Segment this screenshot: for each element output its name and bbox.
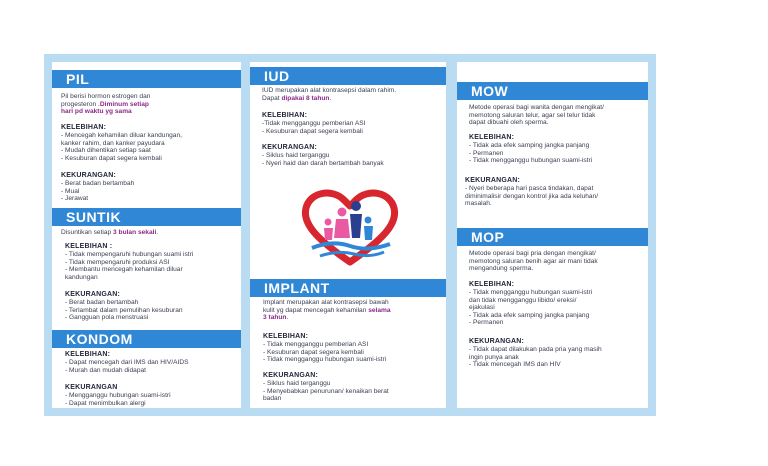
list-item: ingin punya anak bbox=[469, 353, 519, 361]
suntik-desc: Disuntikan setiap 3 bulan sekali. bbox=[61, 229, 159, 236]
family-heart-logo-icon bbox=[298, 184, 402, 270]
list-item: - Terlambat dalam pemulihan kesuburan bbox=[65, 306, 183, 314]
implant-header: IMPLANT bbox=[250, 279, 446, 297]
list-item: kanker rahim, dan kanker payudara bbox=[61, 139, 165, 147]
list-item: - Berat badan bertambah bbox=[61, 180, 135, 187]
list-item: - Tidak mengganggu hubungan suami-istri bbox=[263, 356, 387, 364]
list-item: - Tidak mencegah IMS dan HIV bbox=[469, 361, 561, 369]
mop-kekurangan-label: KEKURANGAN: bbox=[469, 338, 525, 345]
list-item: - Siklus haid terganggu bbox=[262, 152, 330, 159]
list-item: masalah. bbox=[465, 200, 492, 208]
kondom-kekurangan-list bbox=[65, 392, 171, 407]
list-item: - Kesuburan dapat segera kembali bbox=[61, 154, 162, 162]
list-item: - Mual bbox=[61, 187, 80, 195]
iud-desc: IUD merupakan alat kontrasepsi dalam rahim. Dapat dipakai 8 tahun. bbox=[262, 87, 397, 102]
mop-desc: Metode operasi bagi pria dengan mengikat/ memotong saluran benih agar air mani tidak mengandung sperma. bbox=[469, 250, 598, 273]
list-item: - Mudah dihentikan setiap saat bbox=[61, 147, 151, 155]
list-item: - Tidak mengganggu hubungan suami-istri bbox=[469, 157, 593, 165]
list-item: - Siklus haid terganggu bbox=[263, 380, 331, 387]
brochure bbox=[44, 54, 656, 416]
list-item: - Nyeri haid dan darah bertambah banyak bbox=[262, 159, 384, 167]
mow-desc: Metode operasi bagi wanita dengan mengikat/ memotong saluran telur, agar sel telur tidak dapat dibuahi oleh sperma. bbox=[469, 104, 604, 127]
mow-kekurangan-label: KEKURANGAN: bbox=[465, 177, 521, 184]
kondom-kelebihan-label: KELEBIHAN: bbox=[65, 351, 111, 358]
list-item: kandungan bbox=[65, 273, 98, 281]
kondom-kelebihan-list bbox=[65, 359, 189, 374]
suntik-kekurangan-list bbox=[65, 299, 183, 322]
iud-header: IUD bbox=[250, 67, 446, 85]
list-item: - Berat badan bertambah bbox=[65, 299, 139, 306]
list-item: - Mengganggu hubungan suami-istri bbox=[65, 392, 171, 399]
list-item: - Permanen bbox=[469, 149, 504, 157]
iud-kekurangan-list bbox=[262, 152, 384, 167]
list-item: ejakulasi bbox=[469, 304, 495, 312]
implant-kekurangan-list bbox=[263, 380, 389, 403]
implant-kekurangan-label: KEKURANGAN: bbox=[263, 372, 319, 379]
suntik-kekurangan-label: KEKURANGAN: bbox=[65, 291, 121, 298]
mop-kelebihan-label: KELEBIHAN: bbox=[469, 281, 515, 288]
list-item: - Kesuburan dapat segera kembali bbox=[262, 127, 363, 135]
mop-kekurangan-list bbox=[469, 346, 602, 369]
list-item: - Membantu mencegah kehamilan diluar bbox=[65, 266, 183, 274]
kondom-kekurangan-label: KEKURANGAN bbox=[65, 384, 118, 391]
suntik-header: SUNTIK bbox=[52, 208, 241, 226]
suntik-kelebihan-label: KELEBIHAN : bbox=[65, 243, 113, 250]
list-item: - Jerawat bbox=[61, 195, 89, 203]
list-item: - Tidak ada efek samping jangka panjang bbox=[469, 311, 590, 319]
mop-header: MOP bbox=[457, 228, 648, 246]
list-item: - Nyeri beberapa hari pasca tindakan, dapat bbox=[465, 185, 594, 192]
list-item: - Dapat menimbulkan alergi bbox=[65, 399, 146, 407]
panel-middle bbox=[250, 62, 446, 408]
mow-header: MOW bbox=[457, 82, 648, 100]
pil-kelebihan-label: KELEBIHAN: bbox=[61, 124, 107, 131]
list-item: - Tidak dapat dilakukan pada pria yang masih bbox=[469, 346, 602, 353]
list-item: - Menyebabkan penurunan/ kenaikan berat bbox=[263, 387, 389, 395]
implant-desc: Implant merupakan alat kontrasepsi bawah kulit yg dapat mencegah kehamilan selama 3 tahun. bbox=[263, 299, 391, 322]
panel-right bbox=[457, 62, 648, 408]
mow-kelebihan-list bbox=[469, 142, 592, 165]
list-item: - Kesuburan dapat segera kembali bbox=[263, 348, 364, 356]
pil-desc: Pil berisi hormon estrogen dan progesteron .Diminum setiap hari pd waktu yg sama bbox=[61, 93, 151, 116]
list-item: - Gangguan pola menstruasi bbox=[65, 314, 149, 322]
pil-kekurangan-label: KEKURANGAN: bbox=[61, 172, 117, 179]
list-item: - Dapat mencegah dari IMS dan HIV/AIDS bbox=[65, 359, 189, 366]
list-item: - Murah dan mudah didapat bbox=[65, 366, 147, 374]
iud-kekurangan-label: KEKURANGAN: bbox=[262, 144, 318, 151]
list-item: - Permanen bbox=[469, 319, 504, 327]
list-item: - Mencegah kehamilan diluar kandungan, bbox=[61, 132, 182, 139]
list-item: diminimalisir dengan kontrol jika ada keluhan/ bbox=[465, 192, 599, 200]
mow-kekurangan-list bbox=[465, 185, 598, 208]
suntik-kelebihan-list bbox=[65, 251, 193, 281]
mow-kelebihan-label: KELEBIHAN: bbox=[469, 134, 515, 141]
list-item: - Tidak mempengaruhi hubungan suami istri bbox=[65, 251, 194, 258]
implant-kelebihan-list bbox=[263, 341, 386, 364]
implant-kelebihan-label: KELEBIHAN: bbox=[263, 333, 309, 340]
list-item: - Tidak mempengaruhi produksi ASI bbox=[65, 258, 170, 266]
mop-kelebihan-list bbox=[469, 289, 592, 327]
list-item: - Tidak mengganggu pemberian ASI bbox=[263, 341, 369, 348]
list-item: - Tidak mengganggu hubungan suami-istri bbox=[469, 289, 593, 296]
list-item: badan bbox=[263, 395, 282, 403]
panel-left bbox=[52, 62, 241, 408]
kondom-header: KONDOM bbox=[52, 330, 241, 348]
pil-header: PIL bbox=[52, 70, 241, 88]
pil-kekurangan-list bbox=[61, 180, 134, 203]
iud-kelebihan-list bbox=[262, 120, 366, 135]
list-item: -Tidak mengganggu pemberian ASI bbox=[262, 120, 366, 127]
iud-kelebihan-label: KELEBIHAN: bbox=[262, 112, 308, 119]
list-item: dan tidak mengganggu libido/ ereksi/ bbox=[469, 296, 577, 304]
list-item: - Tidak ada efek samping jangka panjang bbox=[469, 142, 590, 149]
pil-kelebihan-list bbox=[61, 132, 182, 162]
